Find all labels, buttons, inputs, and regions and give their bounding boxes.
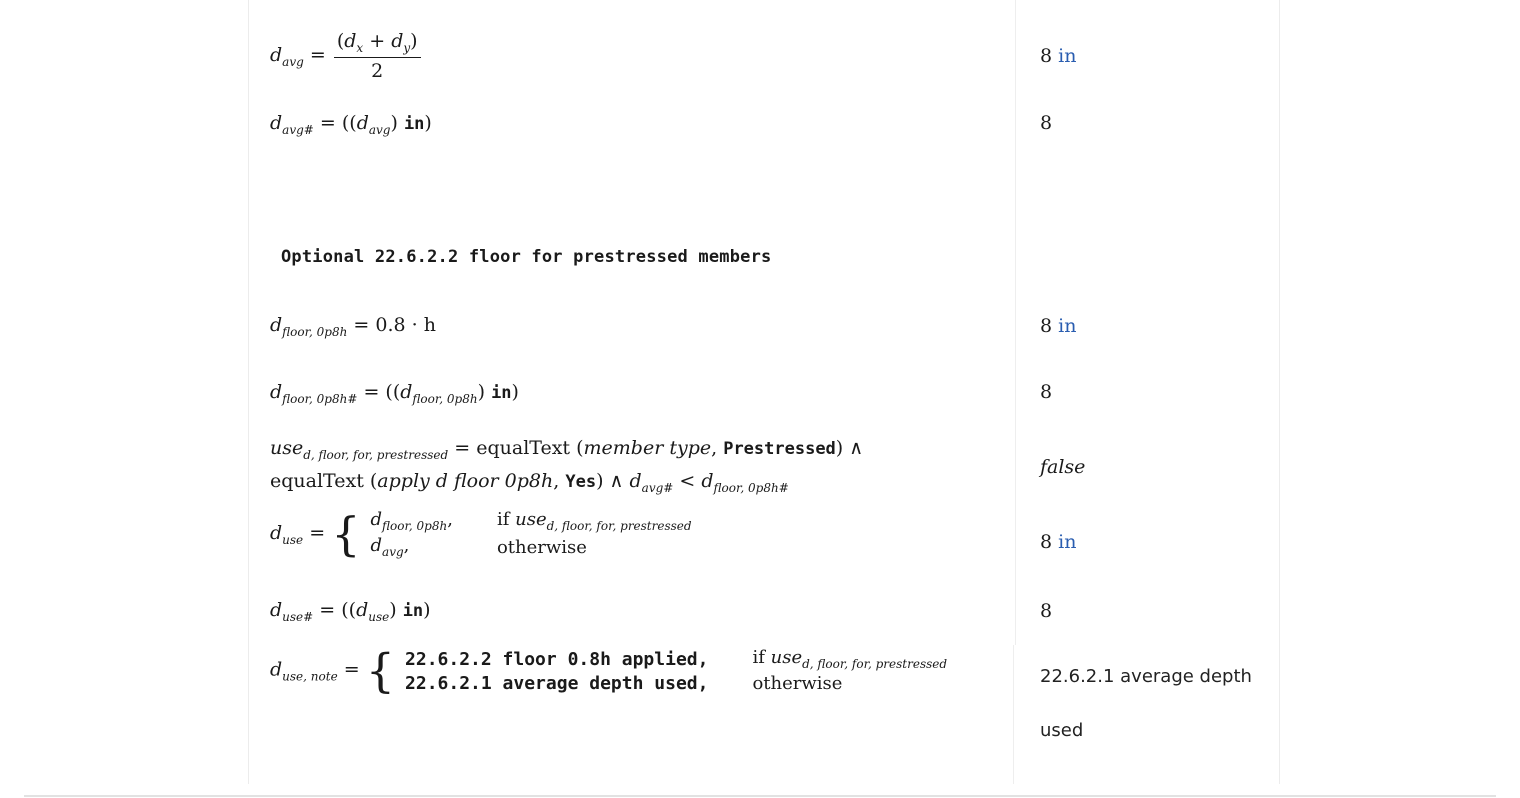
result-duse-numeric: 8 xyxy=(1040,600,1053,622)
bottom-divider xyxy=(24,795,1496,797)
equation-duse-numeric[interactable]: $d_{use\#} = ((d_{use})$ in) xyxy=(270,599,431,624)
equation-davg[interactable]: $d_{avg}$ = $\frac{(d_x + d_y)}{2}$ xyxy=(270,30,423,82)
equation-duse[interactable]: $d_{use}$ = { $d_{floor, 0p8h}$, if use$_{d, floor, for, prestressed}$ $d_{avg}$, otherwise xyxy=(270,508,696,560)
equation-dfloor-numeric[interactable]: $d_{floor, 0p8h\#} = ((d_{floor, 0p8h})$ in) xyxy=(270,381,519,406)
section-heading: Optional 22.6.2.2 floor for prestressed members xyxy=(281,247,772,267)
column-divider-lower xyxy=(1013,645,1014,784)
result-dfloor: 8 in xyxy=(1040,315,1077,337)
result-davg: 8 in xyxy=(1040,45,1077,67)
result-duse-note-line1: 22.6.2.1 average depth xyxy=(1040,666,1252,687)
result-duse: 8 in xyxy=(1040,531,1077,553)
equation-duse-note[interactable]: $d_{use, note}$ = { 22.6.2.2 floor 0.8h applied, if use$_{d, floor, for, prestressed}$ 22.6.2.1 average depth used, otherwise xyxy=(270,646,951,695)
piecewise-cases: $d_{floor, 0p8h}$, if use$_{d, floor, for, prestressed}$ $d_{avg}$, otherwise xyxy=(370,509,692,559)
equation-dfloor[interactable]: $d_{floor, 0p8h} = 0.8 \cdot h$ xyxy=(270,314,436,339)
result-use-floor: false xyxy=(1040,456,1086,478)
equation-davg-numeric[interactable]: $d_{avg\#} = ((d_{avg})$ in) xyxy=(270,112,432,137)
equation-use-floor[interactable]: use$_{d, floor, for, prestressed}$ = equalText (member type, Prestressed) ∧ equalText (apply d floor 0p8h, Yes) ∧ $d_{avg\#} < d_{floor, 0p8h\#}$ xyxy=(270,437,864,495)
result-duse-note-line2: used xyxy=(1040,720,1084,741)
fraction: $\frac{(d_x + d_y)}{2}$ xyxy=(334,30,421,82)
piecewise-cases-note: 22.6.2.2 floor 0.8h applied, if use$_{d, floor, for, prestressed}$ 22.6.2.1 average depth used, otherwise xyxy=(405,647,948,694)
result-dfloor-numeric: 8 xyxy=(1040,381,1053,403)
result-davg-numeric: 8 xyxy=(1040,112,1053,134)
column-divider xyxy=(1015,0,1016,645)
